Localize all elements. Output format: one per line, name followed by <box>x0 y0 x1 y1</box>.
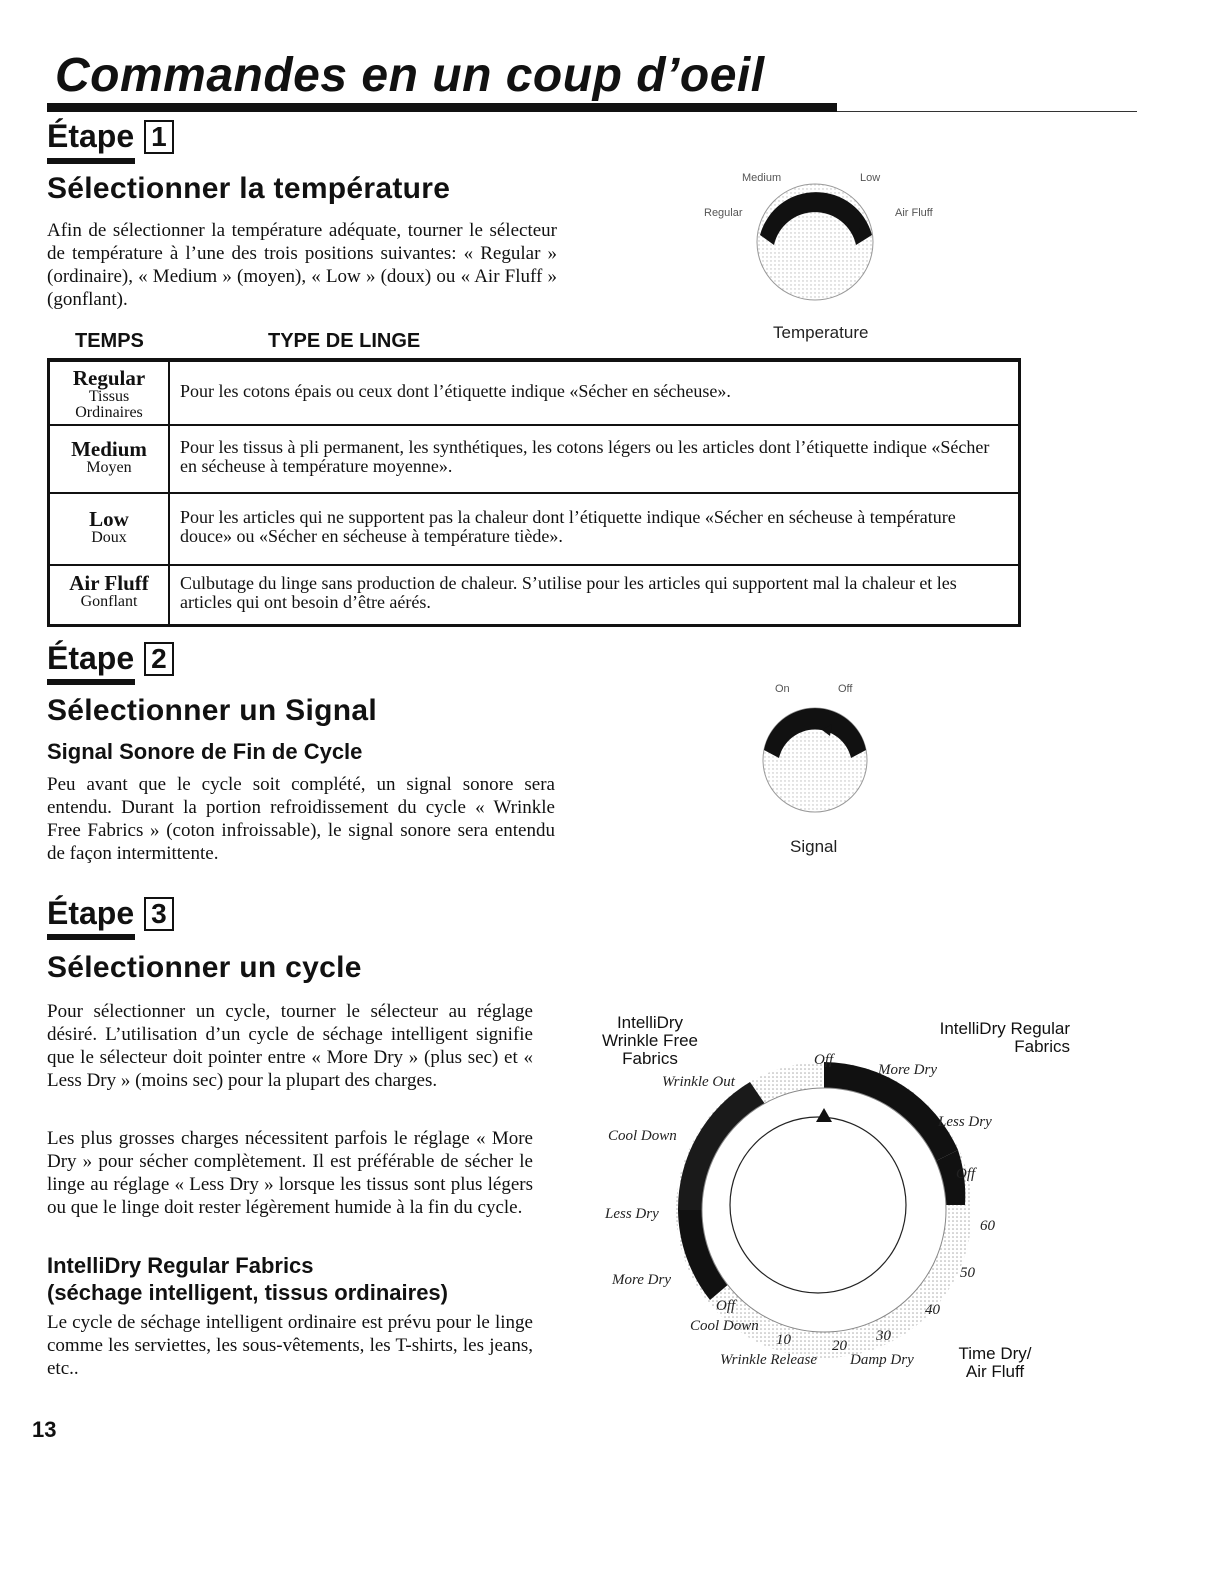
mark-more-dry-right: More Dry <box>878 1062 938 1078</box>
page-title: Commandes en un coup d’oeil <box>55 49 765 102</box>
mark-60: 60 <box>980 1218 995 1234</box>
temp-caption: Temperature <box>773 323 869 342</box>
signal-label-on: On <box>775 683 790 695</box>
step3-number: 3 <box>144 897 174 931</box>
mark-less-dry-right: Less Dry <box>938 1114 992 1130</box>
table-row <box>50 494 1018 566</box>
mark-10: 10 <box>776 1332 791 1348</box>
mark-cool-down-left: Cool Down <box>608 1128 677 1144</box>
table-key <box>50 362 170 424</box>
row-name: Medium <box>71 437 147 461</box>
step1-number: 1 <box>144 120 174 154</box>
signal-caption: Signal <box>790 837 838 856</box>
step1-underline <box>47 158 135 164</box>
step3-heading: Sélectionner un cycle <box>47 951 362 984</box>
step3-body1: Pour sélectionner un cycle, tourner le sélecteur au réglage désiré. L’utilisation d’un cycle de séchage intelligent signifie que le sélecteur doit pointer entre « More Dry » (plus sec) et « Less Dry » (moins sec) pour la plupart des charges. <box>47 1001 533 1091</box>
step1-heading: Sélectionner la température <box>47 172 451 205</box>
row-desc: Pour les tissus à pli permanent, les synthétiques, les cotons légers ou les articles dont l’étiquette indique «Sécher en sécheuse à température moyenne». <box>180 437 990 476</box>
cycle-dial <box>560 1000 1080 1390</box>
step2-heading: Sélectionner un Signal <box>47 694 377 727</box>
temperature-table <box>47 358 1021 627</box>
temp-label-low: Low <box>860 172 881 184</box>
table-row <box>50 362 1018 426</box>
row-sub: Tissus Ordinaires <box>75 388 143 421</box>
mark-off-bottom: Off <box>716 1298 736 1314</box>
step3-subheading-1: IntelliDry Regular Fabrics <box>47 1253 314 1278</box>
step3-label <box>47 895 174 932</box>
step3-body2: Les plus grosses charges nécessitent parfois le réglage « More Dry » pour sécher complètement. Il est préférable de sécher le linge au réglage « Less Dry » lorsque les tissus sont plus légers ou que le linge doit rester légèrement humide à la fin du cycle. <box>47 1128 533 1218</box>
table-col-temps: TEMPS <box>75 330 144 352</box>
signal-label-off: Off <box>838 683 853 695</box>
step3-label-text: Étape <box>47 895 135 931</box>
group-bottom-label: Time Dry/ Air Fluff <box>958 1344 1032 1381</box>
temperature-dial <box>690 160 970 350</box>
step3-underline <box>47 934 135 940</box>
step2-subheading: Signal Sonore de Fin de Cycle <box>47 739 363 764</box>
signal-knob-icon <box>740 680 900 830</box>
mark-50: 50 <box>960 1265 975 1281</box>
page-number: 13 <box>32 1417 57 1442</box>
step2-label-text: Étape <box>47 640 135 676</box>
mark-40: 40 <box>925 1302 940 1318</box>
table-col-type: TYPE DE LINGE <box>268 330 421 352</box>
mark-wrinkle-release: Wrinkle Release <box>720 1352 818 1368</box>
step2-underline <box>47 679 135 685</box>
row-name: Regular <box>72 366 146 390</box>
step2-body: Peu avant que le cycle soit complété, un signal sonore sera entendu. Durant la portion refroidissement du cycle « Wrinkle Free Fabrics » (coton infroissable), le signal sonore sera entendu de façon intermittente. <box>47 774 555 864</box>
mark-off-right: Off <box>956 1166 976 1182</box>
table-key <box>50 494 170 564</box>
row-desc: Culbutage du linge sans production de chaleur. S’utilise pour les articles qui supportent mal la chaleur et les articles qui ont besoin d’être aérés. <box>180 573 957 612</box>
row-desc: Pour les cotons épais ou ceux dont l’étiquette indique «Sécher en sécheuse». <box>180 381 731 401</box>
step1-label <box>47 118 174 155</box>
title-rule <box>47 103 837 112</box>
row-sub: Moyen <box>86 459 132 476</box>
step1-label-text: Étape <box>47 118 135 154</box>
step2-label <box>47 640 174 677</box>
table-key <box>50 426 170 492</box>
row-sub: Doux <box>91 529 127 546</box>
step3-body3: Le cycle de séchage intelligent ordinaire est prévu pour le linge comme les serviettes, les sous-vêtements, les T-shirts, les jeans, etc.. <box>47 1312 533 1379</box>
mark-damp-dry: Damp Dry <box>850 1352 914 1368</box>
step2-number: 2 <box>144 642 174 676</box>
temp-label-regular: Regular <box>704 207 743 219</box>
temperature-knob-icon <box>690 160 970 320</box>
temp-label-air-fluff: Air Fluff <box>895 207 933 219</box>
group-right-label: IntelliDry Regular Fabrics <box>939 1019 1070 1056</box>
step1-body: Afin de sélectionner la température adéquate, tourner le sélecteur de température à l’une des trois positions suivantes: « Regular » (ordinaire), « Medium » (moyen), « Low » (doux) ou « Air Fluff » (gonflant). <box>47 220 557 310</box>
temp-label-medium: Medium <box>742 172 782 184</box>
row-sub: Gonflant <box>80 593 138 610</box>
group-left-label: IntelliDry Wrinkle Free Fabrics <box>601 1013 699 1068</box>
mark-cool-down-bottom: Cool Down <box>690 1318 759 1334</box>
mark-less-dry-left: Less Dry <box>605 1206 659 1222</box>
table-key <box>50 566 170 624</box>
table-row <box>50 566 1018 624</box>
mark-off-top: Off <box>814 1052 834 1068</box>
signal-dial <box>740 680 900 860</box>
mark-more-dry-left: More Dry <box>612 1272 672 1288</box>
title-rule-thin <box>837 111 1137 112</box>
row-name: Air Fluff <box>69 571 149 595</box>
table-row <box>50 426 1018 494</box>
row-desc: Pour les articles qui ne supportent pas la chaleur dont l’étiquette indique «Sécher en sécheuse à température douce» ou «Sécher en sécheuse à température tiède». <box>180 507 956 546</box>
mark-30: 30 <box>876 1328 891 1344</box>
step3-subheading-2: (séchage intelligent, tissus ordinaires) <box>47 1280 448 1305</box>
mark-wrinkle-out: Wrinkle Out <box>662 1074 735 1090</box>
row-name: Low <box>89 507 129 531</box>
mark-20: 20 <box>832 1338 847 1354</box>
